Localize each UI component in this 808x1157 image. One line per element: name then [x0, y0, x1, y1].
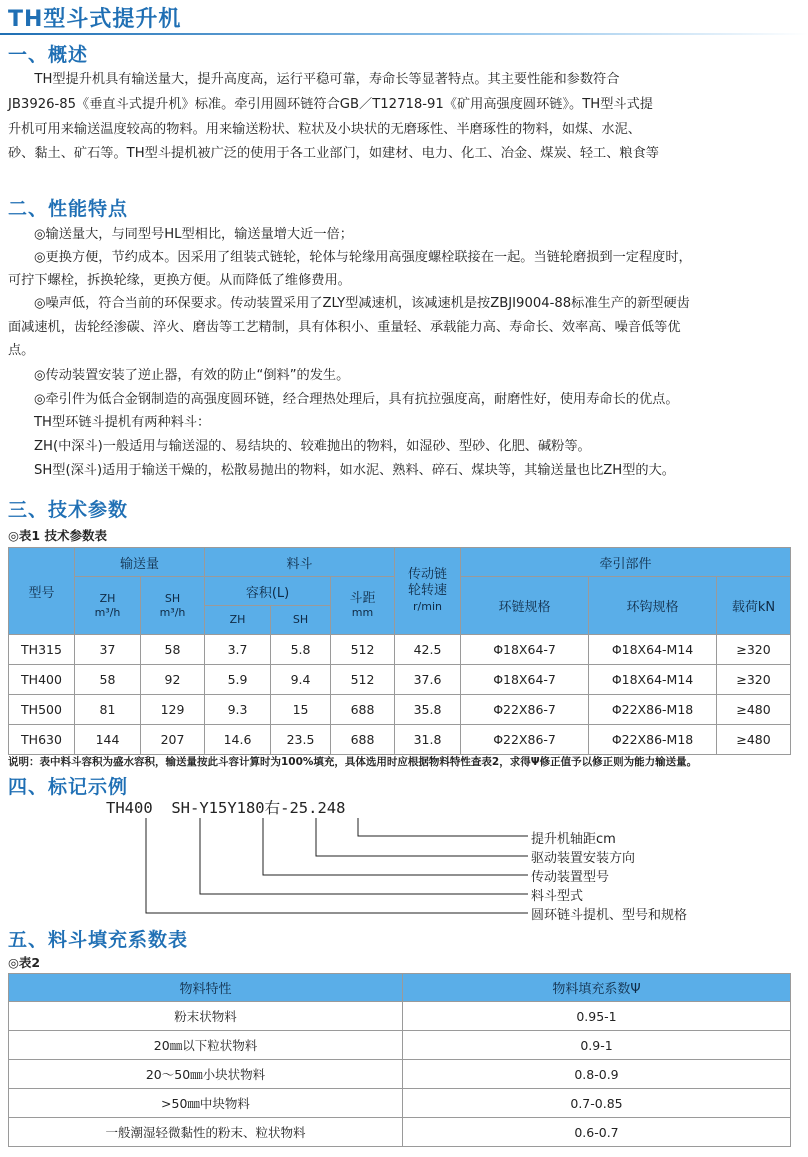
cell-vzh: 14.6: [205, 725, 271, 755]
table-row: [9, 1060, 791, 1089]
cell-vsh: 23.5: [271, 725, 331, 755]
cell-load: ≥320: [717, 665, 791, 695]
cell-zh: 144: [75, 725, 141, 755]
th-drive-speed-label: 传动链轮转速: [408, 567, 448, 598]
th-drive-speed-unit: r/min: [413, 600, 443, 613]
table-row: [9, 1031, 791, 1060]
th-pitch-label: 斗距: [349, 590, 376, 606]
cell-coefficient: 0.7-0.85: [403, 1089, 791, 1118]
th-model: 型号: [9, 548, 75, 635]
table-row: [9, 1089, 791, 1118]
cell-zh: 37: [75, 635, 141, 665]
cell-load: ≥480: [717, 695, 791, 725]
cell-coefficient: 0.6-0.7: [403, 1118, 791, 1147]
cell-coefficient: 0.8-0.9: [403, 1060, 791, 1089]
th-capacity: 输送量: [75, 548, 205, 577]
cell-chain: Φ18X64-7: [461, 665, 589, 695]
th-capacity-zh-unit: m³/h: [94, 605, 121, 619]
th-capacity-sh: [141, 577, 205, 635]
cell-coefficient: 0.9-1: [403, 1031, 791, 1060]
cell-hook: Φ18X64-M14: [589, 635, 717, 665]
th-bucket: 料斗: [205, 548, 395, 577]
bracket-axis-distance: [358, 818, 528, 836]
cell-material: 一般潮湿轻微黏性的粉末、粒状物料: [9, 1118, 403, 1147]
cell-speed: 35.8: [395, 695, 461, 725]
overview-line-3: 升机可用来输送温度较高的物料。用来输送粉状、粒状及小块状的无磨琢性、半磨琢性的物料，如煤、水泥、: [8, 122, 641, 137]
th-drive-speed: [395, 548, 461, 635]
table-row: [9, 665, 791, 695]
feature-line-10: ZH(中深斗)一般适用与输送湿的、易结块的、较难抛出的物料，如湿砂、型砂、化肥、碱粉等。: [34, 439, 591, 454]
cell-model: TH315: [9, 635, 75, 665]
overview-line-4: 砂、黏土、矿石等。TH型斗提机被广泛的使用于各工业部门，如建材、电力、化工、冶金、煤炭、轻工、粮食等: [8, 146, 659, 161]
th-chain: 环链规格: [461, 577, 589, 635]
table1-note: 说明：表中料斗容积为盛水容积，输送量按此斗容计算时为100%填充，具体选用时应根据物料特性查表2，求得Ψ修正值予以修正则为能力输送量。: [8, 756, 698, 768]
bracket-bucket-type: [200, 818, 528, 894]
cell-vsh: 5.8: [271, 635, 331, 665]
th-volume-sh: SH: [271, 606, 331, 635]
table-row: [9, 1002, 791, 1031]
cell-material: 20～50㎜小块状物料: [9, 1060, 403, 1089]
feature-line-1: ◎输送量大，与同型号HL型相比，输送量增大近一倍；: [34, 227, 353, 242]
cell-pitch: 512: [331, 635, 395, 665]
th-capacity-zh-label: ZH: [99, 591, 116, 605]
overview-line-2: JB3926-85《垂直斗式提升机》标准。牵引用圆环链符合GB／T12718-91《矿用高强度圆环链》。TH型斗式提: [8, 97, 653, 112]
section-heading-marking-example: 四、标记示例: [8, 776, 129, 798]
th-capacity-sh-unit: m³/h: [159, 605, 186, 619]
th-volume-zh: ZH: [205, 606, 271, 635]
feature-line-3: 可拧下螺栓，拆换轮缘，更换方便。从而降低了维修费用。: [8, 273, 351, 288]
cell-sh: 129: [141, 695, 205, 725]
cell-speed: 42.5: [395, 635, 461, 665]
cell-speed: 37.6: [395, 665, 461, 695]
cell-model: TH500: [9, 695, 75, 725]
cell-pitch: 512: [331, 665, 395, 695]
feature-line-7: ◎传动装置安装了逆止器，有效的防止“倒料”的发生。: [34, 368, 350, 383]
cell-load: ≥320: [717, 635, 791, 665]
page-title: TH型斗式提升机: [8, 7, 182, 32]
marking-label-drive-model: 传动装置型号: [531, 870, 610, 885]
marking-code: TH400 SH-Y15Y180右-25.248: [106, 799, 346, 817]
section-heading-tech-params: 三、技术参数: [8, 499, 129, 521]
feature-line-5: 面减速机，齿轮经渗碳、淬火、磨齿等工艺精制，具有体积小、重量轻、承载能力高、寿命长、效率高、噪音低等优: [8, 320, 681, 335]
section-heading-fill-coefficient: 五、料斗填充系数表: [8, 929, 189, 951]
th-load: 载荷kN: [717, 577, 791, 635]
cell-zh: 81: [75, 695, 141, 725]
marking-label-model-spec: 圆环链斗提机、型号和规格: [531, 908, 688, 923]
feature-line-8: ◎牵引件为低合金钢制造的高强度圆环链，经合理热处理后，具有抗拉强度高，耐磨性好，使用寿命长的优点。: [34, 392, 679, 407]
table2-caption: ◎表2: [8, 955, 41, 970]
marking-label-install-direction: 驱动装置安装方向: [531, 851, 636, 866]
th-hook: 环钩规格: [589, 577, 717, 635]
cell-hook: Φ22X86-M18: [589, 695, 717, 725]
cell-load: ≥480: [717, 725, 791, 755]
feature-line-2: ◎更换方便，节约成本。因采用了组装式链轮，轮体与轮缘用高强度螺栓联接在一起。当链轮磨损到一定程度时，: [34, 250, 692, 265]
title-divider: [0, 33, 808, 35]
section-heading-overview: 一、概述: [8, 44, 89, 66]
cell-sh: 207: [141, 725, 205, 755]
th-pitch: [331, 577, 395, 635]
cell-vsh: 9.4: [271, 665, 331, 695]
bracket-drive-model: [263, 818, 528, 875]
cell-coefficient: 0.95-1: [403, 1002, 791, 1031]
th-coefficient: 物料填充系数Ψ: [403, 974, 791, 1002]
th-pitch-unit: mm: [351, 605, 374, 619]
th-traction: 牵引部件: [461, 548, 791, 577]
cell-vsh: 15: [271, 695, 331, 725]
cell-vzh: 3.7: [205, 635, 271, 665]
cell-speed: 31.8: [395, 725, 461, 755]
tech-params-table: [8, 547, 791, 755]
cell-model: TH400: [9, 665, 75, 695]
table-row: [9, 1118, 791, 1147]
cell-model: TH630: [9, 725, 75, 755]
th-capacity-zh: [75, 577, 141, 635]
cell-vzh: 9.3: [205, 695, 271, 725]
overview-line-1: TH型提升机具有输送量大，提升高度高，运行平稳可靠，寿命长等显著特点。其主要性能和参数符合: [34, 72, 620, 87]
th-material: 物料特性: [9, 974, 403, 1002]
section-heading-features: 二、性能特点: [8, 198, 129, 220]
th-volume: 容积(L): [205, 577, 331, 606]
bracket-model-spec: [146, 818, 528, 913]
feature-line-9: TH型环链斗提机有两种料斗：: [34, 415, 211, 430]
marking-label-bucket-type: 料斗型式: [531, 889, 584, 904]
marking-label-axis-distance: 提升机轴距cm: [531, 832, 616, 847]
cell-hook: Φ18X64-M14: [589, 665, 717, 695]
cell-pitch: 688: [331, 695, 395, 725]
table1-caption: ◎表1 技术参数表: [8, 528, 107, 543]
feature-line-4: ◎噪声低，符合当前的环保要求。传动装置采用了ZLY型减速机，该减速机是按ZBJI9004-88标准生产的新型硬齿: [34, 296, 690, 311]
cell-chain: Φ22X86-7: [461, 695, 589, 725]
cell-vzh: 5.9: [205, 665, 271, 695]
cell-pitch: 688: [331, 725, 395, 755]
fill-coefficient-table: [8, 973, 791, 1147]
cell-sh: 58: [141, 635, 205, 665]
th-capacity-sh-label: SH: [164, 591, 181, 605]
feature-line-11: SH型(深斗)适用于输送干燥的，松散易抛出的物料，如水泥、熟料、碎石、煤块等，其输送量也比ZH型的大。: [34, 463, 675, 478]
cell-zh: 58: [75, 665, 141, 695]
cell-hook: Φ22X86-M18: [589, 725, 717, 755]
cell-material: 20㎜以下粒状物料: [9, 1031, 403, 1060]
cell-material: 粉末状物料: [9, 1002, 403, 1031]
cell-chain: Φ22X86-7: [461, 725, 589, 755]
cell-sh: 92: [141, 665, 205, 695]
cell-material: >50㎜中块物料: [9, 1089, 403, 1118]
feature-line-6: 点。: [8, 343, 35, 358]
cell-chain: Φ18X64-7: [461, 635, 589, 665]
bracket-install-direction: [316, 818, 528, 856]
table-row: [9, 635, 791, 665]
table-row: [9, 725, 791, 755]
table-row: [9, 695, 791, 725]
